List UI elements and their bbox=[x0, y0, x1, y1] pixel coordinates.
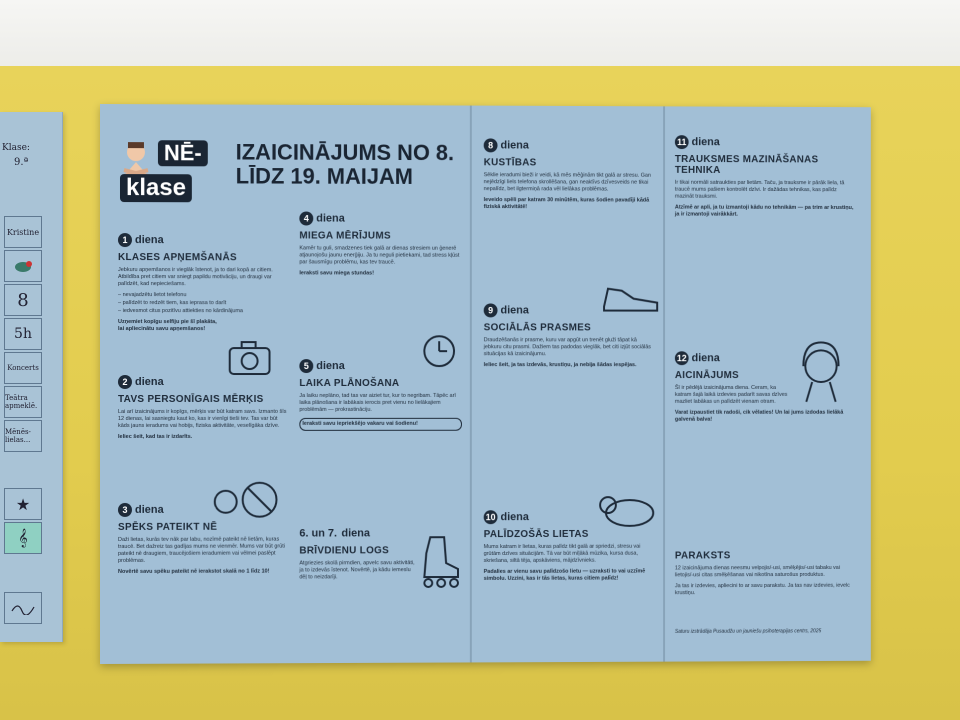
class-value: 9.ª bbox=[14, 157, 29, 168]
day-11-text: Ir tikai normāli satraukties par lietām. Taču, ja trauksme ir pārāk liela, tā traucē mums pašiem kontrolēt dzīvi. Ir dažādas tehnikas, kas palīdz mazināt trauksmi. bbox=[674, 179, 845, 200]
day-label: diena bbox=[691, 352, 720, 365]
day-4-text: Kamēr tu guli, smadzenes tiek galā ar dienas stresiem un ģenerē atjaunojošu jaunu enerģiju. Ja tu neguli pietiekami, tad stress kļūst par šausmīgu problēmu, kas tev traucē. bbox=[299, 245, 460, 266]
day-8-instruction: Ieveido spēli par katram 30 minūtēm, kuras šodien pavadīji kādā fiziskā aktivitātē! bbox=[483, 197, 650, 211]
day-3-text: Daži lietas, kurās tev nāk par labu, nozīmē pateikt nē lietām, kuras traucē. Bet dažreiz tas gadījas mums ne vienmēr. Mums var būt grūti pateikt nē draugiem, traucējošiem ieradumiem vai vēlmei paslēpt problēmas. bbox=[117, 536, 285, 564]
day-label: diena bbox=[134, 503, 164, 516]
day-number-badge: 9 bbox=[484, 303, 498, 317]
headphones-person-icon bbox=[793, 336, 850, 405]
day-3 bbox=[118, 500, 287, 576]
day-5-title: LAIKA PLĀNOŠANA bbox=[299, 378, 400, 389]
day-2-text: Lai arī izaicinājums ir kopīgs, mērķis var būt katram savs. Izmanto šīs 12 dienas, lai sasniegtu kaut ko, kas ir vienīgi tieši tev. Tas var būt kāds jauns ieradums vai hobijs, fiziska aktivitāte, veselīgāka dzīve. bbox=[117, 408, 287, 429]
day-6-7-text: Atgriezies skolā pirmdien, apvelc savu aktivitāti, ja to izdevās īstenot. Novērtē, ja kādu iemeslu dēļ to neizdarīji. bbox=[299, 560, 415, 581]
day-number-badge: 3 bbox=[118, 503, 132, 517]
day-1-title: KLASES APŅEMŠANĀS bbox=[117, 252, 237, 264]
star-icon: ★ bbox=[4, 488, 42, 520]
day-1-text: Jebkuru apņemšanos ir vieglāk īstenot, ja to dari kopā ar citiem. Atbildība pret citiem var sniegt papildu motivāciju, un draugi var palīdzēt, kad nepieciešams. bbox=[117, 267, 273, 288]
day-number-badge: 5 bbox=[299, 359, 313, 373]
sheet-cell-8: 8 bbox=[4, 284, 42, 316]
day-9 bbox=[484, 300, 656, 369]
day-number-badge: 2 bbox=[118, 375, 132, 389]
signature-section bbox=[675, 546, 855, 636]
day-4-title: MIEGA MĒRĪJUMS bbox=[299, 230, 391, 242]
day-12 bbox=[674, 348, 844, 423]
sheet-cell-name: Kristine bbox=[4, 216, 42, 248]
day-label: diena bbox=[134, 376, 164, 388]
ne-klase-logo bbox=[118, 134, 222, 214]
day-3-title: SPĒKS PATEIKT NĒ bbox=[117, 521, 218, 533]
white-wall bbox=[0, 0, 960, 70]
day-1-list-item: – palīdzēt to redzēt tiem, kas ieprasa to darīt bbox=[117, 300, 227, 307]
day-4 bbox=[299, 209, 462, 278]
day-1-list-item: – iedvesmot citus pozitīvu attiekties no kārdinājuma bbox=[117, 308, 244, 315]
day-label: diena bbox=[341, 527, 370, 540]
day-1 bbox=[118, 230, 287, 333]
signature-title: PARAKSTS bbox=[674, 550, 731, 562]
signature-icon bbox=[4, 592, 42, 624]
day-label: diena bbox=[500, 139, 529, 152]
left-class-sheet bbox=[0, 112, 63, 642]
day-number-badge: 10 bbox=[485, 512, 496, 523]
day-2-instruction: Ieliec šeit, kad tas ir izdarīts. bbox=[117, 433, 193, 440]
fold-line bbox=[470, 106, 472, 663]
day-8 bbox=[484, 135, 656, 211]
day-5 bbox=[299, 356, 462, 431]
day-label: diena bbox=[500, 304, 529, 317]
day-12-instruction: Varat izpaustiet tik radoši, cik vēlaties! Un lai jums izdodas lielākā galvenā balva! bbox=[674, 409, 844, 423]
challenge-poster bbox=[100, 104, 871, 664]
day-number-badge: 8 bbox=[484, 138, 498, 152]
day-label: diena bbox=[691, 136, 720, 149]
day-10-instruction: Padalies ar vienu savu palīdzošo lietu — uzraksti to vai uzzīmē simbolu. Uzzini, kas ir tās lietas, kuras citiem palīdz! bbox=[483, 568, 646, 582]
day-12-title: AICINĀJUMS bbox=[674, 370, 739, 382]
day-label: diena bbox=[134, 234, 164, 247]
day-3-instruction: Novērtē savu spēku pateikt nē ierakstot skalā no 1 līdz 10! bbox=[117, 568, 270, 575]
sheet-cell-theatre: Teātra apmeklē. bbox=[4, 386, 42, 418]
sheet-cell-concert: Koncerts bbox=[4, 352, 42, 384]
day-number-badge: 12 bbox=[676, 353, 687, 364]
day-9-text: Draudzēšanās ir prasme, kuru var apgūt un trenēt gluži tāpat kā jebkuru citu prasmi. Dažiem tas padodas vieglāk, bet citi izjūt sociālās situācijas kā izaicinājumu. bbox=[483, 337, 651, 358]
day-2 bbox=[118, 372, 287, 441]
day-9-instruction: Ieliec šeit, ja tas izdevās, krustiņu, ja nebija šādas iespējas. bbox=[483, 362, 637, 369]
day-11 bbox=[675, 132, 855, 219]
cat-icon bbox=[596, 487, 659, 529]
day-11-instruction: Atzīmē ar apli, ja tu izmantoji kādu no tehnikām — pa trim ar krustiņu, ja ir izmantoji vairākkārt. bbox=[674, 204, 854, 218]
day-8-title: KUSTĪBAS bbox=[483, 157, 537, 169]
day-6-7-title: BRĪVDIENU LOGS bbox=[299, 545, 390, 557]
day-label: diena bbox=[316, 360, 345, 373]
logo-ne: NĒ- bbox=[158, 140, 208, 166]
day-10-text: Mums katram ir lietas, kuras palīdz tikt galā ar spriedzi, stresu vai grūtām dzīves situācijām. Tā var būt mīļākā mūzika, kursa dusa, skriešana, siltā tēja, apskāviens, mājdzīvnieks. bbox=[483, 543, 641, 564]
day-11-title: TRAUKSMES MAZINĀŠANAS TEHNIKA bbox=[674, 153, 819, 176]
day-6-7-number: 6. un 7. bbox=[299, 527, 338, 540]
day-label: diena bbox=[500, 511, 529, 524]
poster-footer: Saturu izstrādāja Pusaudžu un jauniešu psihoterapijas centrs, 2025 bbox=[674, 628, 822, 635]
signature-text: 12 izaicinājuma dienas neesmu velpojis/-usi, smēķējis/-usi tabaku vai lietojis/-usi citas smēķēšanas vai nikotīna saturošus produktus. bbox=[674, 564, 841, 579]
day-number-badge: 4 bbox=[299, 212, 313, 226]
day-number-badge: 1 bbox=[118, 233, 132, 247]
poster-title: IZAICINĀJUMS NO 8. LĪDZ 19. MAIJAM bbox=[235, 139, 455, 189]
day-9-title: SOCIĀLĀS PRASMES bbox=[483, 322, 591, 334]
day-1-list-item: – nevajadzētu lietot telefonu bbox=[117, 292, 187, 299]
day-5-text: Ja laiku neplāno, tad tas var aiziet tur, kur to negribam. Tāpēc arī laika plānošana ir labākais ierocis pret vienu no lielākajiem problēmām — prokrastināciju. bbox=[299, 392, 456, 413]
day-10-title: PALĪDZOŠĀS LIETAS bbox=[483, 528, 589, 541]
fold-line bbox=[663, 106, 665, 661]
day-4-instruction: Ieraksti savu miega stundas! bbox=[299, 270, 375, 277]
day-2-title: TAVS PERSONĪGAIS MĒRĶIS bbox=[117, 393, 264, 405]
sheet-cell-months: Mēnēs-lielas... bbox=[4, 420, 42, 452]
signature-text-2: Ja tas ir izdevies, apliecini to ar savu parakstu. Ja tas nav izdevies, ievelc krustiņu. bbox=[674, 582, 850, 597]
bird-icon bbox=[4, 250, 42, 282]
music-note-icon: 𝄞 bbox=[4, 522, 42, 554]
rollerblade-icon bbox=[416, 533, 464, 591]
day-number-badge: 11 bbox=[675, 135, 689, 149]
day-1-instruction: Uzņemiet kopīgu selfiju pie šī plakāta, lai apliecinātu savu apņemšanos! bbox=[117, 319, 217, 333]
sheet-cell-5h: 5h bbox=[4, 318, 42, 350]
day-8-text: Sēklie ieradumi bieži ir veidi, kā mēs mēģinām tikt galā ar stresu. Gan nejēdzīgi liels telefona skrollēšana, gan neaktīvs dzīvesveids ne tikai nepalīdz, bet ilgtermiņā rada vēl lielākas problēmas. bbox=[483, 172, 651, 193]
day-12-text: Šī ir pēdējā izaicinājuma diena. Ceram, ka katram šajā laikā izdevies padarīt savas dzīves mazliet labākas un palīdzēt vienam otram. bbox=[674, 384, 788, 405]
day-label: diena bbox=[316, 212, 345, 225]
logo-klase: klase bbox=[120, 174, 192, 202]
days-6-7 bbox=[299, 523, 418, 581]
day-5-instruction: Ieraksti savu iepriekšējo vakaru vai šodienu! bbox=[299, 418, 462, 431]
class-label: Klase: bbox=[2, 143, 30, 153]
